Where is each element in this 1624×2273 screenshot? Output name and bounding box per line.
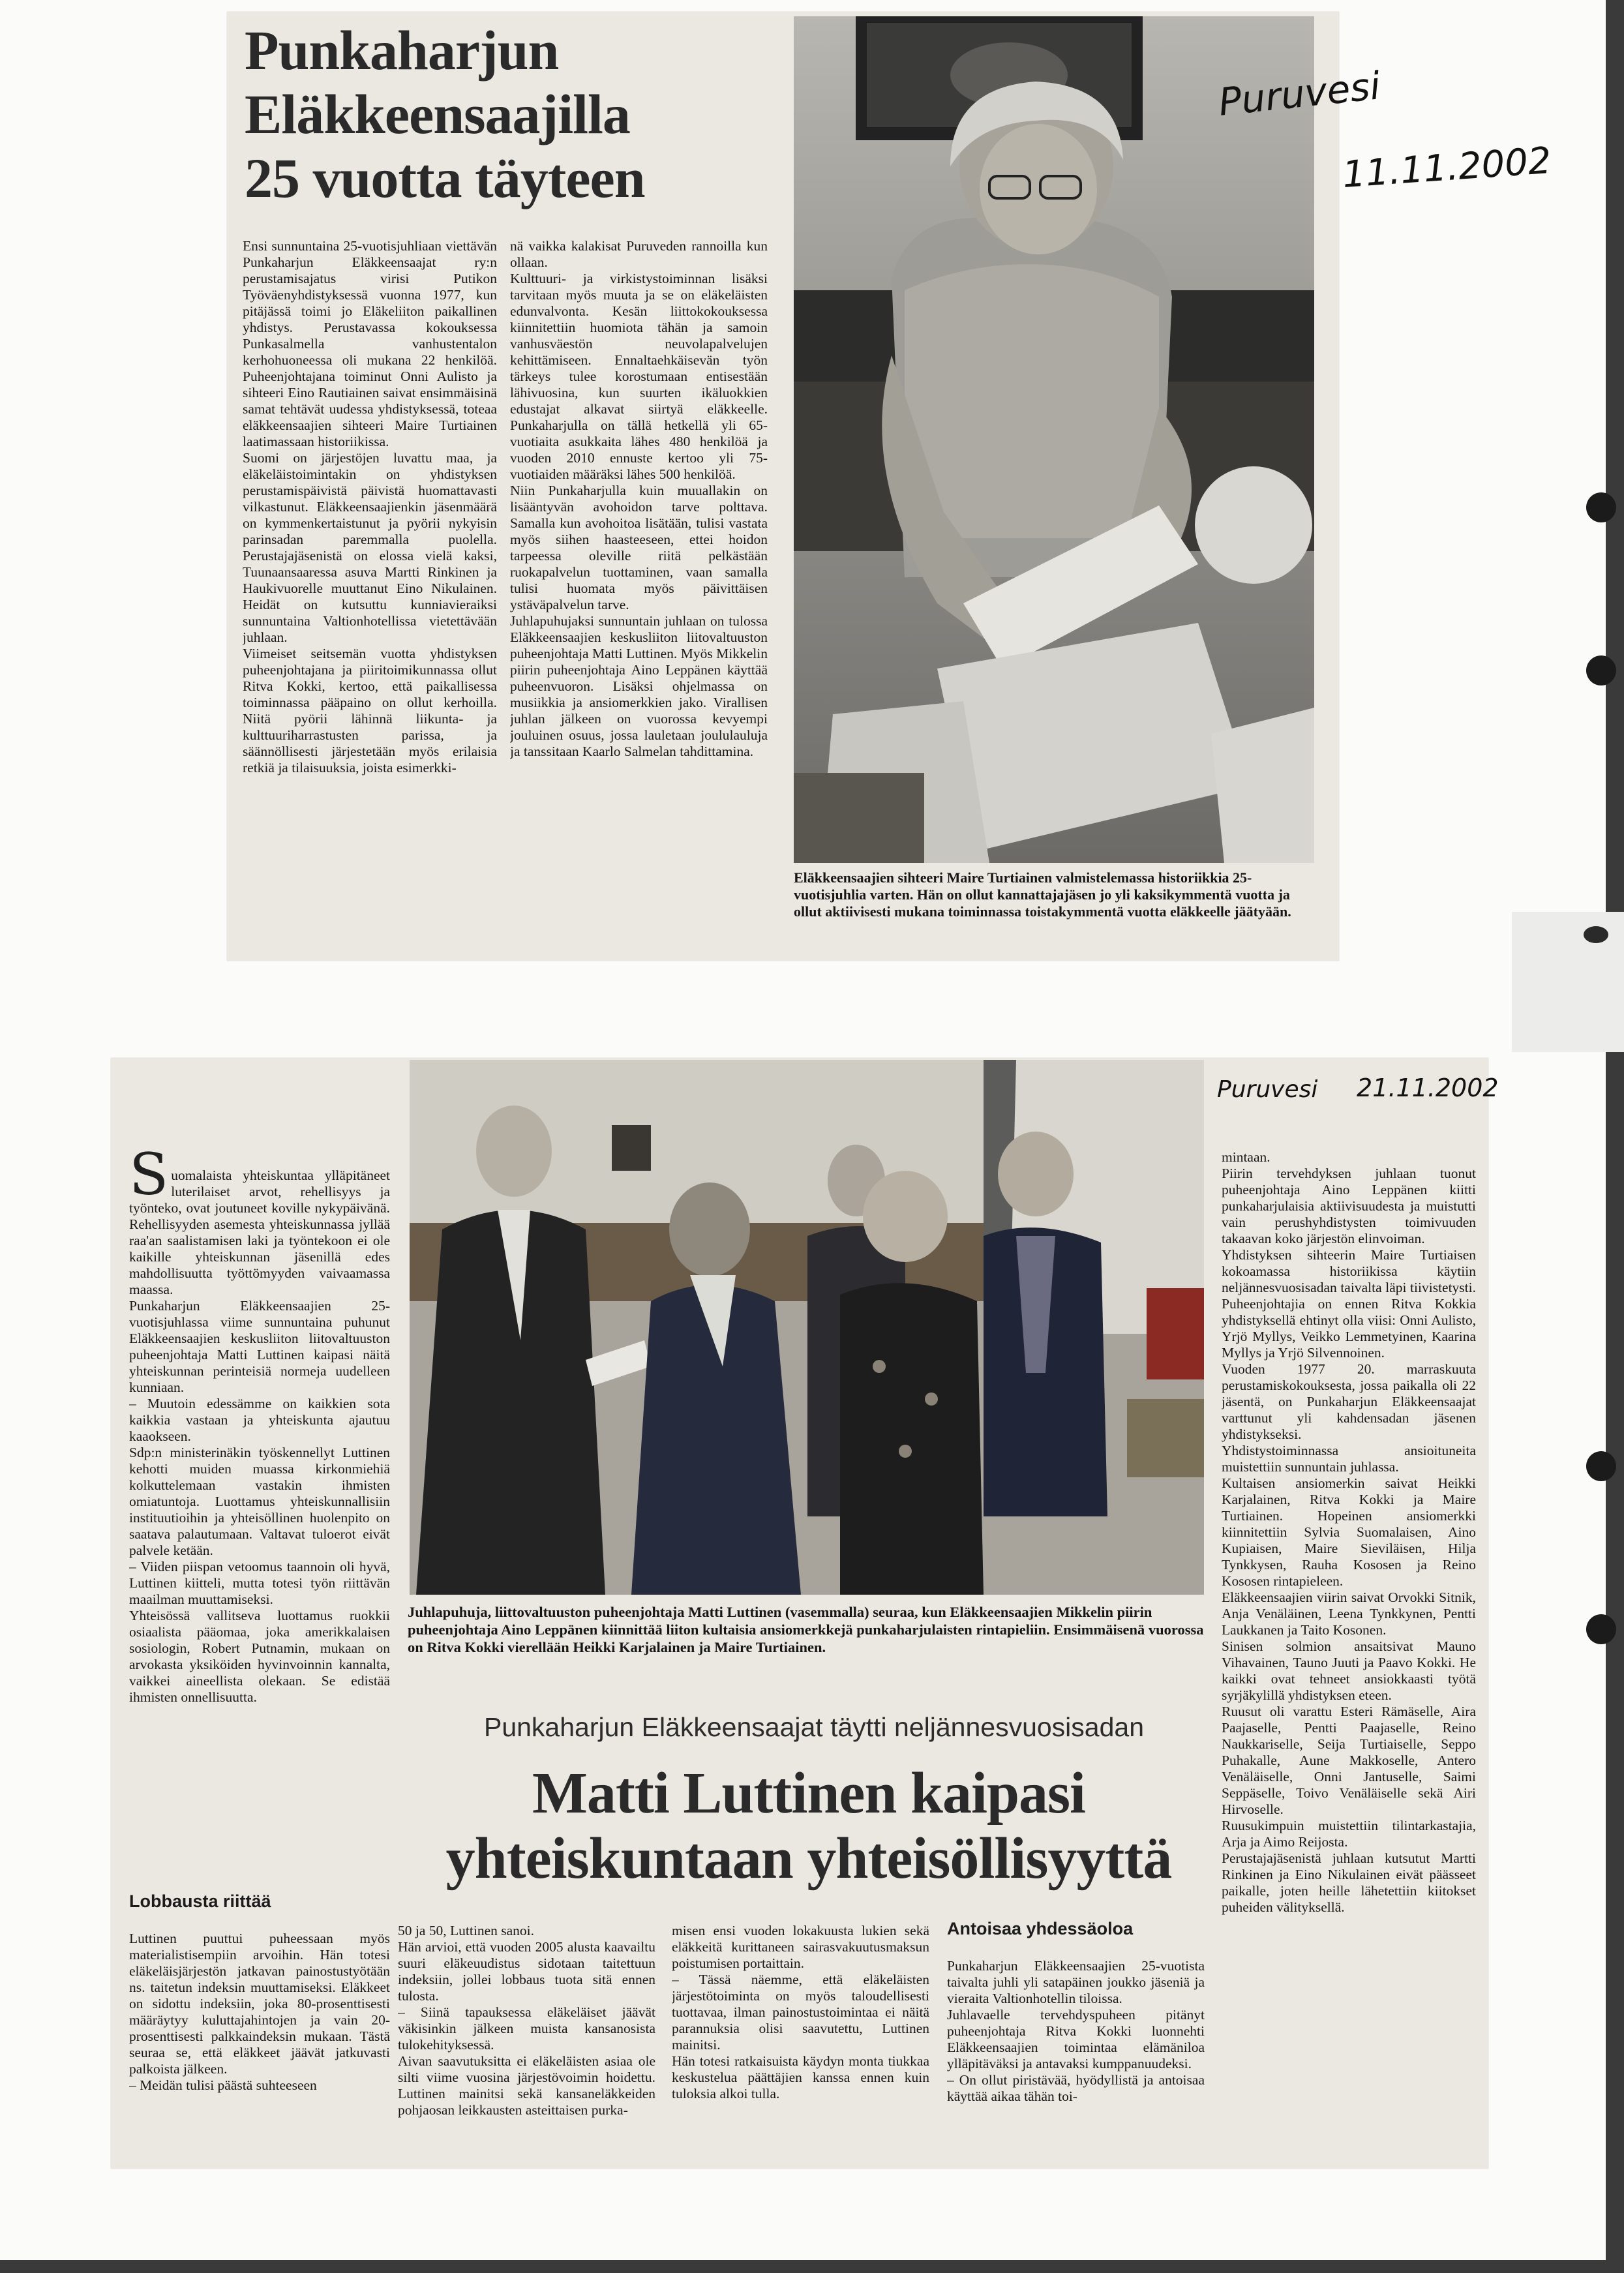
photo-woman-with-papers xyxy=(794,16,1314,863)
clipping-bottom-column-4: Punkaharjun Eläkkeensaajien 25-vuotista taivalta juhli yli satapäinen joukko jäseniä ja vieraita Valtionhotellin tiloissa. Juhlavaelle tervehdyspuheen pitänyt puheenjohtaja Ritva Kokki luonnehti Eläkkeensaajien toimintaa elämäniloa ylläpitäväksi ja antavaksi kumppanuudeksi. – On ollut piristävää, hyödyllistä ja antoisaa käyttää aikaa tähän toi- xyxy=(947,1958,1205,2104)
clipping-bottom-column-1b: Luttinen puuttui puheessaan myös materialistisempiin arvoihin. Hän totesi eläkeläisjärjestön jatkavan painostustyötään ns. taitetun indeksin muuttamiseksi. Eläkkeet on sidottu indeksiin, joka 80-prosenttisesti määräytyy kuluttajahintojen ja vain 20-prosenttisesti palkkaindeksin mukaan. Tästä seuraa se, että eläkkeet jäävät jatkuvasti palkoista jälkeen. – Meidän tulisi päästä suhteeseen xyxy=(129,1931,390,2093)
handwritten-date-bottom: 21.11.2002 xyxy=(1357,1074,1499,1102)
binder-hole xyxy=(1586,492,1616,522)
ceremony-photo xyxy=(410,1060,1204,1595)
clipping-top-headline: Punkaharjun Eläkkeensaajilla 25 vuotta täyteen xyxy=(245,19,645,209)
portrait-photo xyxy=(794,16,1314,863)
binder-hole xyxy=(1586,1614,1616,1644)
clipping-top-column-2: nä vaikka kalakisat Puruveden rannoilla kun ollaan. Kulttuuri- ja virkistystoiminnan lisäksi tarvitaan myös muuta ja se on eläkeläisten edunvalvonta. Kesän liittokokouksessa kiinnitettiin huomiota tähän ja samoin vanhusväestön neuvolapalvelujen kehittämiseen. Ennaltaehkäisevän työn tärkeys tulee korostumaan entisestään lähivuosina, kun suurten ikäluokkien edustajat alkavat siirtyä eläkkeelle. Punkaharjulla on tällä hetkellä yli 65-vuotiaita asukkaita lähes 480 henkilöä ja vuoden 2010 ennuste kertoo yli 75-vuotiaiden määräksi lähes 500 henkilöä. Niin Punkaharjulla kuin muuallakin on lisääntyvän avohoidon tarve polttava. Samalla kun avohoitoa lisätään, tulisi vastata myös siihen haasteeseen, ettei hoidon tarpeessa oleville riitä pelkästään ruokapalvelun tuottaminen, vaan samalla tulisi huomata myös päivittäisen ystäväpalvelun tarve. Juhlapuhujaksi sunnuntain juhlaan on tulossa Eläkkeensaajien keskusliiton liitovaltuuston puheenjohtaja Matti Luttinen. Myös Mikkelin piirin puheenjohtaja Aino Leppänen käyttää puheenvuoron. Lisäksi ohjelmassa on musiikkia ja ansiomerkkien jako. Virallisen juhlan jälkeen on vuorossa kevyempi jouluinen osuus, jossa lauletaan joululauluja ja tanssitaan Kaarlo Salmelan tahdittamina. xyxy=(510,238,768,759)
antoisaa-heading: Antoisaa yhdessäoloa xyxy=(947,1919,1134,1938)
clipping-bottom-headline: Matti Luttinen kaipasi yhteiskuntaan yhteisöllisyyttä xyxy=(445,1761,1172,1891)
lobbausta-heading: Lobbausta riittää xyxy=(129,1891,271,1911)
handwritten-source-bottom: Puruvesi xyxy=(1217,1076,1318,1103)
clipping-bottom-column-3: misen ensi vuoden lokakuusta lukien sekä eläkkeitä kurittaneen sairasvakuutusmaksun poistumisen portaittain. – Tässä näemme, että eläkeläisten järjestötoiminta on myös taloudellisesti tuottavaa, ilman painostustoimintaa ei näitä parannuksia olisi saavutettu, Luttinen mainitsi. Hän totesi ratkaisuista käydyn monta tiukkaa keskustelua päättäjien kanssa ennen kuin tuloksia alkoi tulla. xyxy=(672,1923,929,2101)
photo-award-ceremony xyxy=(410,1060,1204,1595)
binder-hole xyxy=(1586,1451,1616,1481)
clipping-bottom-caption: Juhlapuhuja, liittovaltuuston puheenjohtaja Matti Luttinen (vasemmalla) seuraa, kun Eläkkeensaajien Mikkelin piirin puheenjohtaja Aino Leppänen kiinnittää liiton kultaisia ansiomerkkejä punkaharjulaisten rintapieliin. Ensimmäisenä vuorossa on Ritva Kokki vierellään Heikki Karjalainen ja Maire Turtiainen. xyxy=(408,1604,1204,1655)
clipping-bottom-column-5: mintaan. Piirin tervehdyksen juhlaan tuonut puheenjohtaja Aino Leppänen kiitti punkaharjulaisia aktiivisuudesta ja muistutti vain perushyhdistysten toimivuuden takaavan koko järjestön elinvoiman. Yhdistyksen sihteerin Maire Turtiaisen kokoamassa historiikissa käytiin neljännesvuosisadan taivalta läpi tiivistetysti. Puheenjohtajia on ennen Ritva Kokkia yhdistyksellä ehtinyt olla viisi: Onni Aulisto, Yrjö Myllys, Veikko Lemmetyinen, Kaarina Myllys ja Yrjö Silvennoinen. Vuoden 1977 20. marraskuuta perustamiskokouksesta, jossa paikalla oli 22 jäsentä, on Punkaharjun Eläkkeensaajat varttunut yli kahdensadan jäsenen yhdistykseksi. Yhdistystoiminnassa ansioituneita muistettiin sunnuntain juhlassa. Kultaisen ansiomerkin saivat Heikki Karjalainen, Ritva Kokki ja Maire Turtiainen. Hopeinen ansiomerkki kiinnitettiin Sylvia Suomalaisen, Aino Kupiaisen, Maire Sieviläisen, Hilja Tynkkysen, Rauha Kososen ja Reino Kososen rintapieleen. Eläkkeensaajien viirin saivat Orvokki Sitnik, Anja Venäläinen, Leena Tynkkynen, Pentti Laukkanen ja Taito Kosonen. Sinisen solmion ansaitsivat Mauno Vihavainen, Tauno Juuti ja Paavo Kokki. He kaikki ovat tehneet ansiokkaasti työtä syrjäkylillä yhdistyksen eteen. Ruusut oli varattu Esteri Rämäselle, Aira Paajaselle, Pentti Paajaselle, Reino Naukkariselle, Seija Turtiaiselle, Seppo Puhakalle, Aune Makkoselle, Antero Venäläiselle, Onni Jantuselle, Saimi Seppäselle, Toivo Venäläiselle sekä Airi Hirvoselle. Ruusukimpuin muistettiin tilintarkastajia, Arja ja Aimo Reijosta. Perustajajäsenistä juhlaan kutsutut Martti Rinkinen ja Eino Nikulainen eivät päässeet paikalle, joten heille lähetettiin kiitokset puheiden välityksellä. xyxy=(1222,1149,1476,1915)
clipping-bottom-column-2: 50 ja 50, Luttinen sanoi. Hän arvioi, että vuoden 2005 alusta kaavailtu suuri eläkeuudistus sidotaan taitettuun indeksiin, jollei lobbaus tuota sitä ennen tulosta. – Siinä tapauksessa eläkeläiset jäävät väkisinkin jälkeen muista kansanosista tulokehityksessä. Aivan saavutuksitta ei eläkeläisten asiaa ole silti viime vuosina järjestövoimin hoidettu. Luttinen mainitsi sekä kansaneläkkeiden pohjaosan leikkausten asteittaisen purka- xyxy=(398,1923,655,2118)
drop-cap: S xyxy=(129,1141,169,1208)
clipping-bottom-kicker: Punkaharjun Eläkkeensaajat täytti neljännesvuosisadan xyxy=(483,1712,1144,1742)
handwritten-source-top: Puruvesi xyxy=(1216,63,1383,125)
binder-hole xyxy=(1586,655,1616,685)
binder-hole xyxy=(1584,926,1608,943)
column-1-text: uomalaista yhteiskuntaa ylläpitäneet luterilaiset arvot, rehellisyys ja työnteko, ovat joutuneet koville nykypäivänä. Rehellisyyden asemesta yhteiskunnassa jyllää raa'an saalistamisen laki ja työntekoon ei ole kaikille yhteiskunnan jäsenillä edes mahdollisuutta työttömyyden vaivaamassa maassa. Punkaharjun Eläkkeensaajien 25-vuotisjuhlassa viime sunnuntaina puhunut Eläkkeensaajien keskusliiton liitovaltuuston puheenjohtaja Matti Luttinen kaipasi näitä yhteiskunnan perinteisiä normeja uudelleen kunniaan. – Muutoin edessämme on kaikkien sota kaikkia vastaan ja yhteiskunta ajautuu kaaokseen. Sdp:n ministerinäkin työskennellyt Luttinen kehotti muiden muassa kirkonmiehiä kolkuttelemaan vastakin ihmisten omiatuntoja. Luottamus yhteiskunnallisiin instituutioihin ja yhteisöllinen huolenpito on saatava palautumaan. Valtavat tuloerot eivät palvele ketään. – Viiden piispan vetoomus taannoin oli hyvä, Luttinen kiitteli, mutta totesi työn riittävän maailman muuttamiseksi. Yhteisössä vallitseva luottamus ruokkii osiaalista pääomaa, joka amerikkalaisen sosiologin, Robert Putnamin, mukaan on arvokasta yksiköiden hyvinvoinnin kannalta, vaikkei aineellista olekaan. Se edistää ihmisten onnellisuutta. xyxy=(129,1167,390,1705)
clipping-bottom-column-1 xyxy=(129,1135,390,1864)
clipping-top-column-1: Ensi sunnuntaina 25-vuotisjuhliaan viettävän Punkaharjun Eläkkeensaajat ry:n perustamisajatus virisi Putikon Työväenyhdistyksessä vuonna 1977, kun pitäjässä toimi jo Eläkeliiton paikallinen yhdistys. Perustavassa kokouksessa Punkasalmella vanhustentalon kerhohuoneessa oli mukana 22 henkilöä. Puheenjohtajana toiminut Onni Aulisto ja sihteeri Eino Rautiainen saivat ensimmäisinä samat tehtävät uudessa yhdistyksessä, toteaa eläkkeensaajien sihteeri Maire Turtiainen laatimassaan historiikissa. Suomi on järjestöjen luvattu maa, ja eläkeläistoimintakin on yhdistyksen perustamispäivistä päivistä huomattavasti vilkastunut. Eläkkeensaajienkin jäsenmäärä on kymmenkertaistunut ja pyörii nykyisin parinsadan paremmalla puolella. Perustajajäsenistä on elossa vielä kaksi, Tuunaansaaressa asuva Martti Rinkinen ja Haukivuorelle muuttanut Eino Nikulainen. Heidät on kutsuttu kunniavieraiksi sunnuntaina Valtionhotellissa vietettävään juhlaan. Viimeiset seitsemän vuotta yhdistyksen puheenjohtajana ja piiritoimikunnassa ollut Ritva Kokki, kertoo, että paikallisessa toiminnassa pääpaino on ollut kerhoilla. Niitä pyörii lähinnä liikunta- ja kulttuuriharrastusten parissa, ja säännöllisesti järjestetään myös erilaisia retkiä ja tilaisuuksia, joista esimerkki- xyxy=(243,238,497,775)
handwritten-date-top: 11.11.2002 xyxy=(1341,139,1553,197)
clipping-top-caption: Eläkkeensaajien sihteeri Maire Turtiainen valmistelemassa historiikkia 25-vuotisjuhlia varten. Hän on ollut kannattajajäsen jo yli kaksikymmentä vuotta ja ollut aktiivisesti mukana toiminnassa toistakymmentä vuotta eläkkeelle jäätyään. xyxy=(794,869,1291,920)
